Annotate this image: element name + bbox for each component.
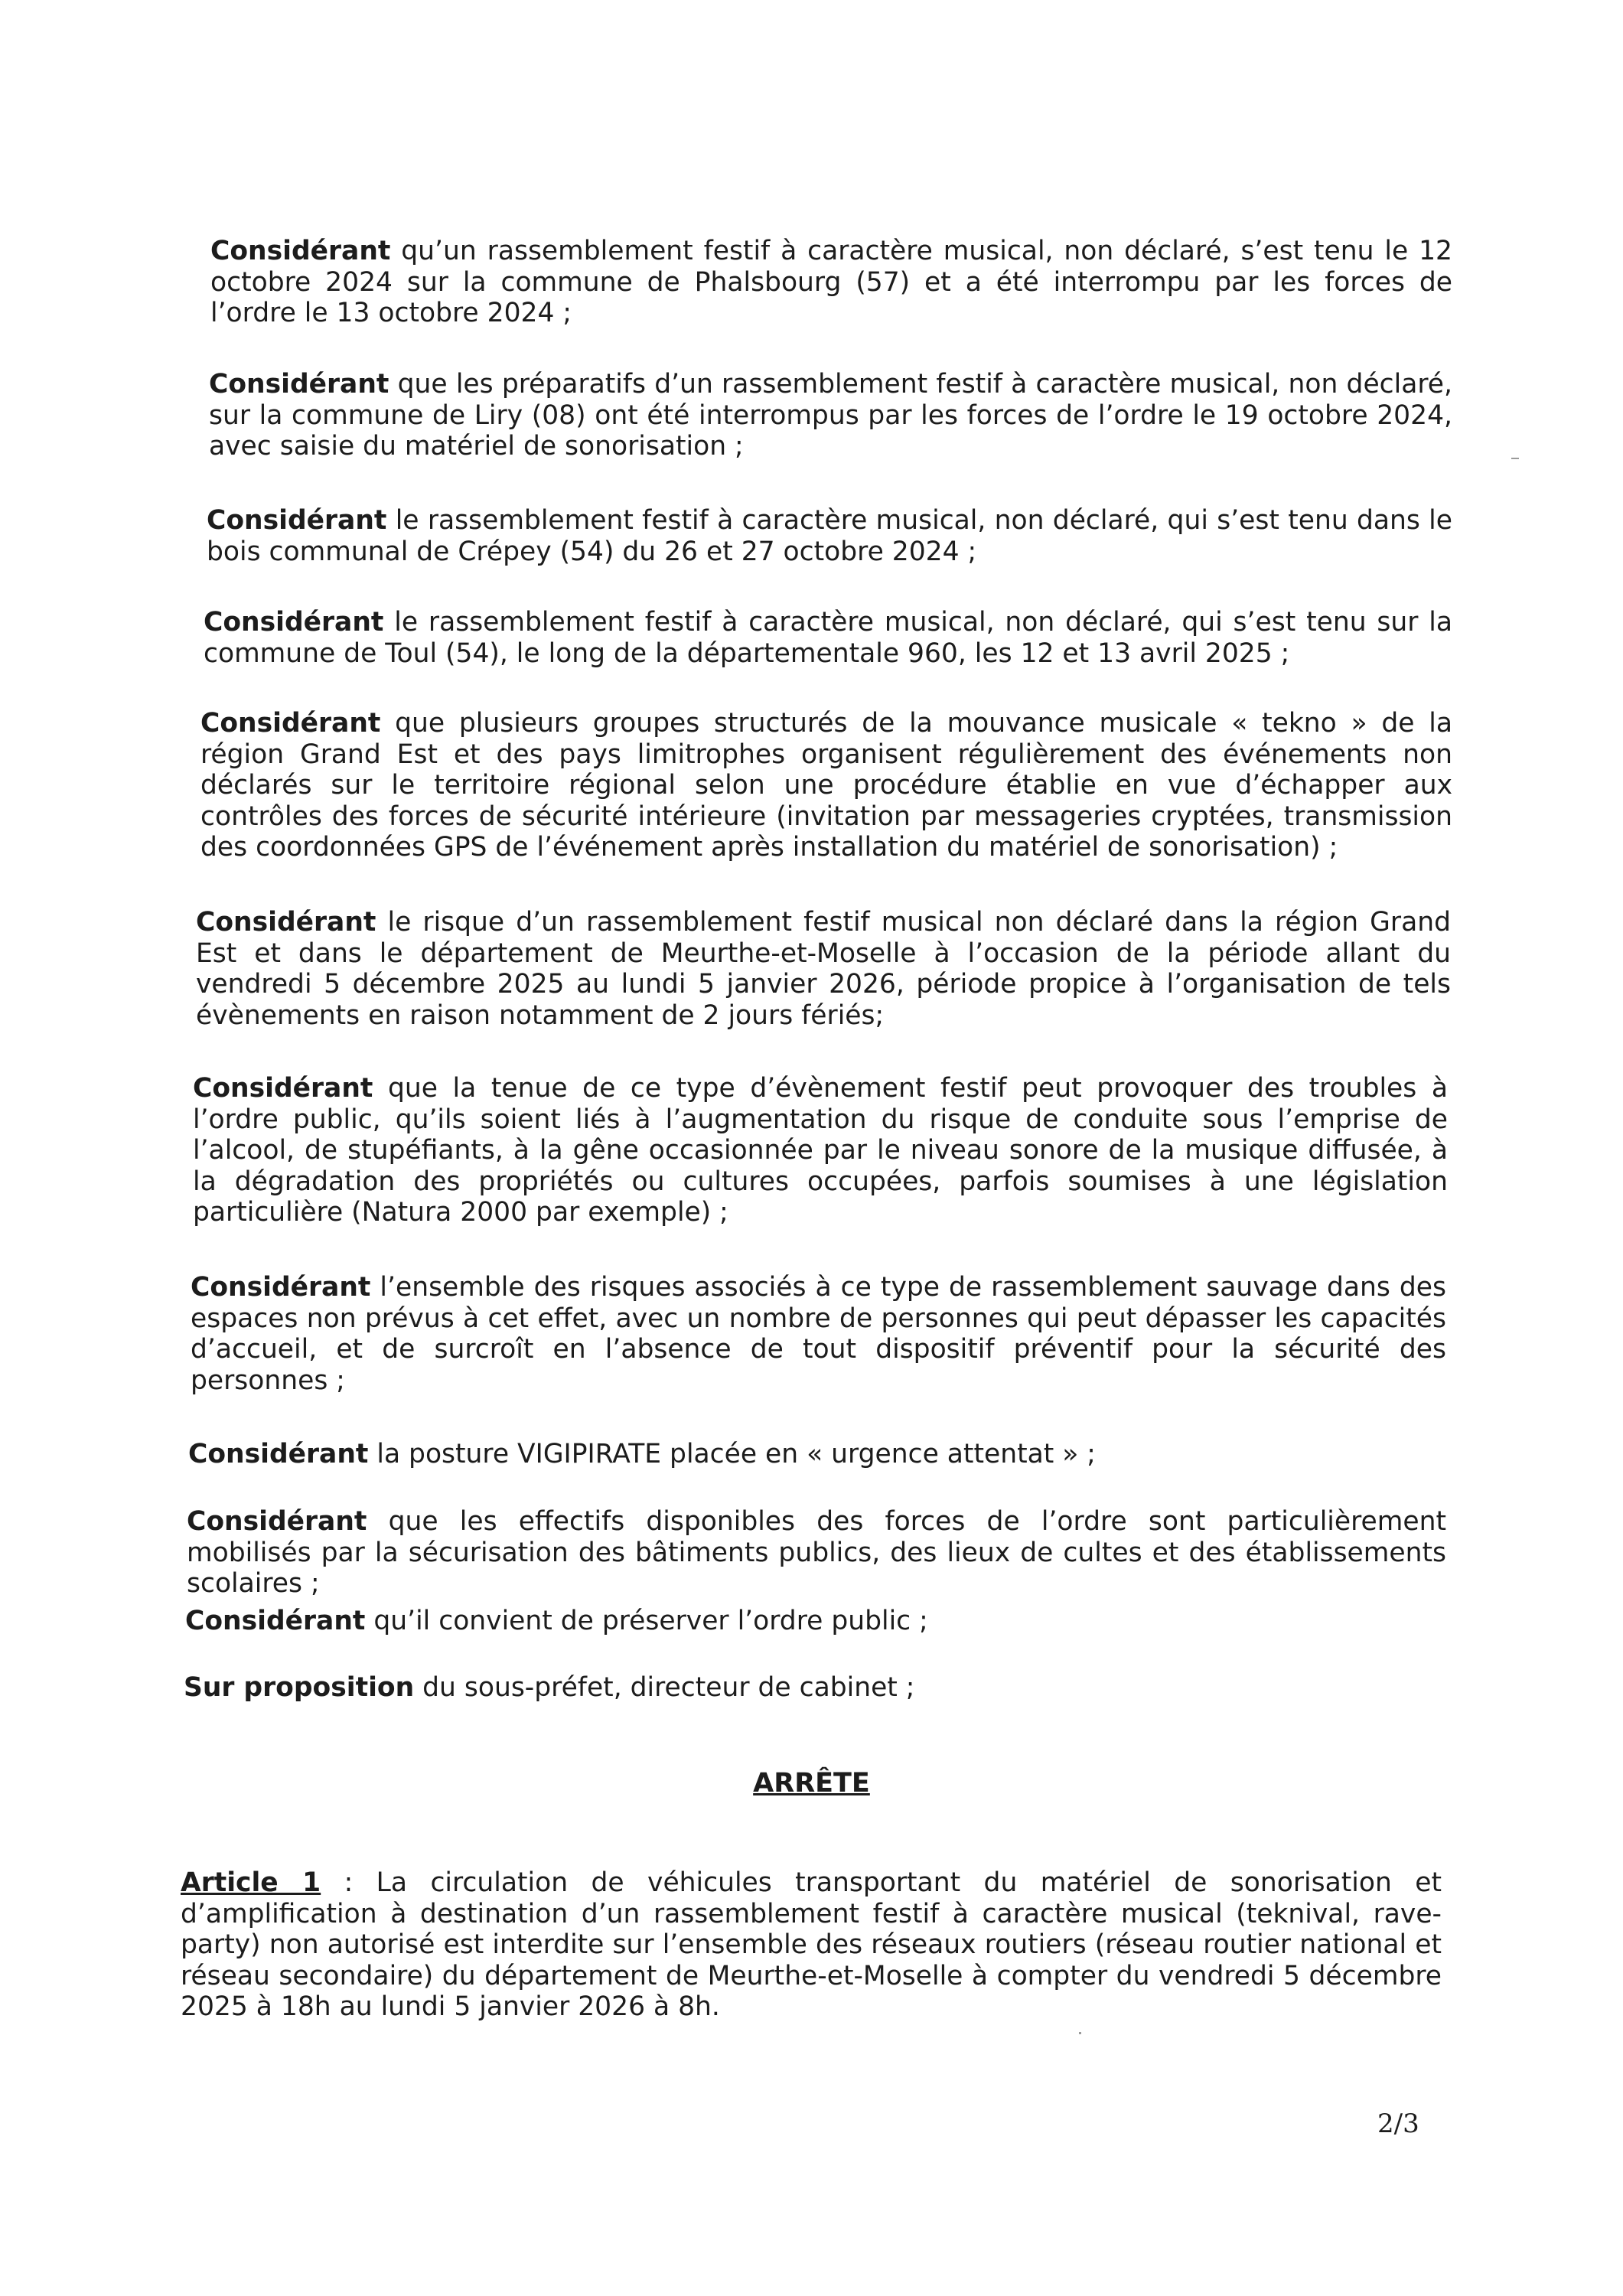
- paragraph-text: l’ensemble des risques associés à ce type de rassemblement sauvage dans des espaces non prévus à cet effet, avec un nombre de personnes qui peut dépasser les capacités d’accueil, et de surcroît en l’absence de tout dispositif préventif pour la sécurité des personnes ;: [191, 1272, 1446, 1396]
- paragraph-lead: Considérant: [193, 1073, 373, 1104]
- paragraph-lead: Considérant: [185, 1606, 366, 1636]
- paragraph-text: la posture VIGIPIRATE placée en « urgence attentat » ;: [368, 1439, 1096, 1469]
- paragraph-text: le rassemblement festif à caractère musical, non déclaré, qui s’est tenu sur la commune de Toul (54), le long de la départementale 960, les 12 et 13 avril 2025 ;: [204, 607, 1452, 669]
- paragraph-text: que plusieurs groupes structurés de la mouvance musicale « tekno » de la région Grand Est et des pays limitrophes organisent régulièrement des événements non déclarés sur le territoire régional selon une procédure établie en vue d’échapper aux contrôles des forces de sécurité intérieure (invitation par messageries cryptées, transmission des coordonnées GPS de l’événement après installation du matériel de sonorisation) ;: [200, 708, 1452, 863]
- paragraph-lead: Considérant: [196, 907, 376, 938]
- paragraph-text: le rassemblement festif à caractère musical, non déclaré, qui s’est tenu dans le bois communal de Crépey (54) du 26 et 27 octobre 2024 ;: [207, 505, 1452, 567]
- paragraph: [196, 907, 1451, 1031]
- article-text: : La circulation de véhicules transportant du matériel de sonorisation et d’amplification à destination d’un rassemblement festif à caractère musical (teknival, rave-party) non autorisé est interdite sur l’ensemble des réseaux routiers (réseau routier national et réseau secondaire) du département de Meurthe-et-Moselle à compter du vendredi 5 décembre 2025 à 18h au lundi 5 janvier 2026 à 8h.: [181, 1867, 1442, 2022]
- paragraph-lead: Sur proposition: [184, 1672, 415, 1703]
- paragraph-text: que la tenue de ce type d’évènement festif peut provoquer des troubles à l’ordre public, qu’ils soient liés à l’augmentation du risque de conduite sous l’emprise de l’alcool, de stupéfiants, à la gêne occasionnée par le niveau sonore de la musique diffusée, à la dégradation des propriétés ou cultures occupées, parfois soumises à une législation particulière (Natura 2000 par exemple) ;: [193, 1073, 1448, 1228]
- paragraph: [210, 236, 1452, 329]
- paragraph: [187, 1506, 1446, 1600]
- page-number: 2/3: [1377, 2108, 1419, 2139]
- paragraph: [207, 505, 1452, 567]
- paragraph: [209, 369, 1452, 462]
- paragraph-lead: Considérant: [200, 708, 381, 739]
- decree-heading: ARRÊTE: [753, 1768, 870, 1799]
- paragraph: [184, 1672, 1445, 1704]
- scan-speck: [1511, 458, 1519, 459]
- paragraph-text: le risque d’un rassemblement festif musical non déclaré dans la région Grand Est et dans le département de Meurthe-et-Moselle à l’occasion de la période allant du vendredi 5 décembre 2025 au lundi 5 janvier 2026, période propice à l’organisation de tels évènements en raison notamment de 2 jours fériés;: [196, 907, 1451, 1031]
- paragraph-lead: Considérant: [207, 505, 387, 536]
- paragraph-lead: Considérant: [210, 236, 391, 266]
- paragraph: [193, 1073, 1448, 1228]
- paragraph-lead: Considérant: [191, 1272, 371, 1303]
- paragraph-text: que les effectifs disponibles des forces de l’ordre sont particulièrement mobilisés par la sécurisation des bâtiments publics, des lieux de cultes et des établissements scolaires ;: [187, 1506, 1446, 1599]
- paragraph: [204, 607, 1452, 669]
- article-1: [181, 1867, 1442, 2023]
- paragraph-lead: Considérant: [187, 1506, 367, 1537]
- paragraph: [185, 1606, 1445, 1637]
- paragraph-text: du sous-préfet, directeur de cabinet ;: [414, 1672, 915, 1703]
- scan-speck: [1079, 2032, 1081, 2034]
- article-label: Article 1: [181, 1867, 321, 1898]
- paragraph: [191, 1272, 1446, 1396]
- paragraph-text: qu’il convient de préserver l’ordre public ;: [365, 1606, 928, 1636]
- paragraph-lead: Considérant: [209, 369, 389, 400]
- paragraph-lead: Considérant: [188, 1439, 369, 1469]
- paragraph-text: que les préparatifs d’un rassemblement festif à caractère musical, non déclaré, sur la commune de Liry (08) ont été interrompus par les forces de l’ordre le 19 octobre 2024, avec saisie du matériel de sonorisation ;: [209, 369, 1452, 461]
- paragraph-text: qu’un rassemblement festif à caractère musical, non déclaré, s’est tenu le 12 octobre 2024 sur la commune de Phalsbourg (57) et a été interrompu par les forces de l’ordre le 13 octobre 2024 ;: [210, 236, 1452, 328]
- paragraph: [188, 1439, 1446, 1470]
- paragraph: [200, 708, 1452, 863]
- paragraph-lead: Considérant: [204, 607, 384, 638]
